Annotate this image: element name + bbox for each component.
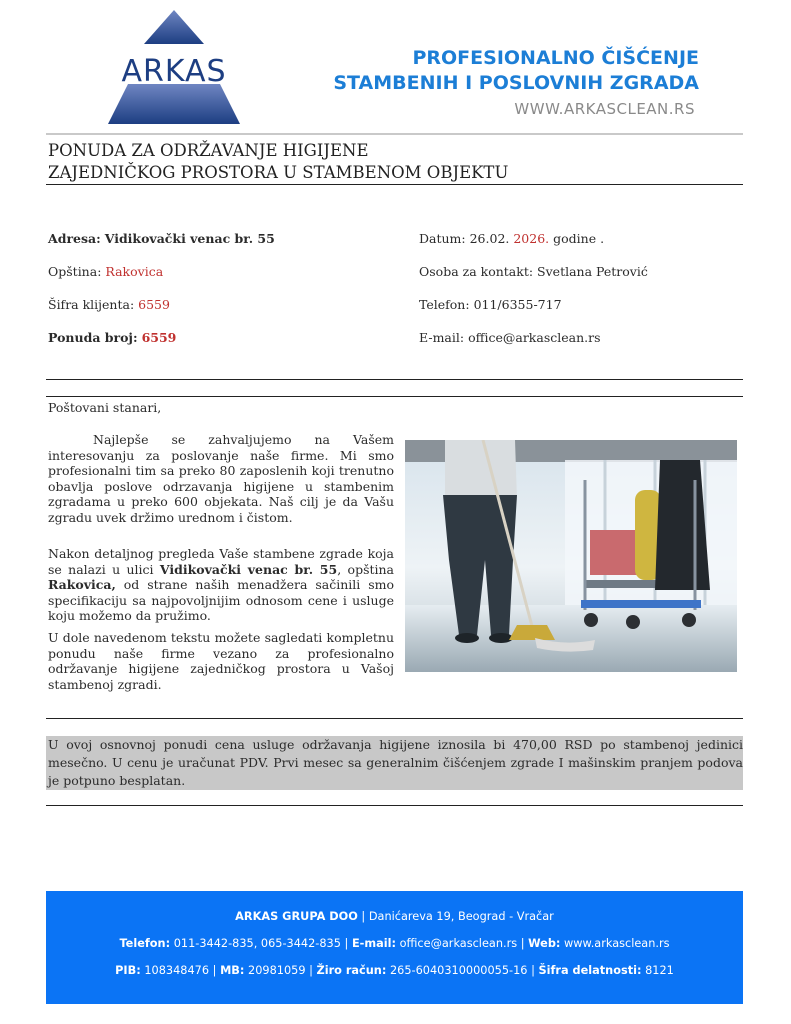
header-tagline	[333, 46, 699, 96]
date-year: 2026.	[513, 231, 550, 246]
greeting: Poštovani stanari,	[48, 400, 162, 415]
footer-web-value[interactable]: www.arkasclean.rs	[560, 937, 670, 950]
footer-web-label: Web:	[528, 937, 561, 950]
offer-divider	[46, 805, 743, 806]
client-code-label: Šifra klijenta:	[48, 297, 135, 312]
footer-activity-label: Šifra delatnosti:	[538, 964, 642, 977]
footer-account-value: 265-6040310000055-16 |	[386, 964, 539, 977]
intro-paragraph: Najlepše se zahvaljujemo na Vašem interesovanju za poslovanje naše firme. Mi smo profesionalni tim sa preko 80 zaposlenih koji trenutno obavlja poslove odrzavanja higijene u stambenim zgradama u preko 600 objekata. Naš cilj je da Vašu zgradu uvek držimo urednom i čistom.	[48, 432, 394, 525]
footer-address: | Danićareva 19, Beograd - Vračar	[357, 910, 554, 923]
contact-label: Osoba za kontakt:	[419, 264, 534, 279]
footer-contact-line	[46, 937, 743, 950]
offer-summary: U ovoj osnovnoj ponudi cena usluge održavanja higijene iznosila bi 470,00 RSD po stambenoj jedinici mesečno. U cenu je uračunat PDV. Prvi mesec sa generalnim čišćenjem zgrade I mašinskim pranjem podova je potpuno besplatan.	[48, 737, 743, 788]
janitor-mopping-image	[405, 440, 737, 672]
info-divider-top	[46, 379, 743, 380]
address-label: Adresa:	[48, 231, 101, 246]
inspection-text-start: Nakon detaljnog pregleda Vaše stambene zgrade koja se nalazi u ulici	[48, 546, 394, 577]
email-label: E-mail:	[419, 330, 465, 345]
offer-number-label: Ponuda broj:	[48, 330, 138, 345]
municipality-field	[48, 264, 163, 279]
municipality-value: Rakovica	[105, 264, 164, 279]
tagline-line-1: PROFESIONALNO ČIŠĆENJE	[412, 47, 699, 69]
document-title-line-2: ZAJEDNIČKOG PROSTORA U STAMBENOM OBJEKTU	[48, 163, 509, 182]
email-value[interactable]: office@arkasclean.rs	[468, 330, 601, 345]
date-suffix: godine .	[553, 231, 605, 246]
phone-label: Telefon:	[419, 297, 470, 312]
footer-company-name: ARKAS GRUPA DOO	[235, 910, 358, 923]
date-field	[419, 231, 604, 246]
company-logo	[108, 10, 240, 128]
footer-mb-value: 20981059 |	[244, 964, 317, 977]
footer-email-value[interactable]: office@arkasclean.rs |	[396, 937, 529, 950]
footer-pib-label: PIB:	[115, 964, 141, 977]
footer-company-line	[46, 910, 743, 923]
closing-paragraph: U dole navedenom tekstu možete sagledati kompletnu ponudu naše firme vezano za profesionalno održavanje higijene zajedničkog prostora u Vašoj stambenoj zgradi.	[48, 630, 394, 692]
footer-phone-label: Telefon:	[119, 937, 171, 950]
phone-field	[419, 297, 562, 312]
offer-number-field	[48, 330, 176, 345]
header-divider	[46, 133, 743, 135]
address-field	[48, 231, 275, 246]
offer-number-value: 6559	[141, 330, 177, 345]
footer-pib-value: 108348476 |	[140, 964, 221, 977]
date-day-month: 26.02.	[469, 231, 510, 246]
footer-mb-label: MB:	[220, 964, 245, 977]
letter-divider	[46, 718, 743, 719]
footer-activity-value: 8121	[641, 964, 674, 977]
document-title-line-1: PONUDA ZA ODRŽAVANJE HIGIJENE	[48, 141, 369, 160]
footer-registration-line	[46, 964, 743, 977]
info-divider-bottom	[46, 396, 743, 397]
client-code-value: 6559	[138, 297, 170, 312]
contact-value: Svetlana Petrović	[537, 264, 648, 279]
contact-field	[419, 264, 648, 279]
footer-phone-value[interactable]: 011-3442-835, 065-3442-835 |	[170, 937, 352, 950]
inspection-text-mid: , opština	[337, 561, 395, 577]
tagline-line-2: STAMBENIH I POSLOVNIH ZGRADA	[333, 72, 699, 94]
inspection-text-end: od strane naših menadžera sačinili smo specifikaciju sa najpovoljnijim odnosom cene i usluge koju možemo da pružimo.	[48, 577, 394, 623]
footer-account-label: Žiro račun:	[316, 964, 387, 977]
phone-value[interactable]: 011/6355-717	[473, 297, 562, 312]
footer	[46, 891, 743, 1004]
document-title	[48, 140, 508, 184]
title-divider	[46, 184, 743, 185]
inspection-municipality: Rakovica,	[48, 577, 116, 592]
cleaning-photo	[405, 440, 737, 672]
inspection-street: Vidikovački venac br. 55	[159, 561, 338, 577]
footer-email-label: E-mail:	[351, 937, 396, 950]
date-label: Datum:	[419, 231, 466, 246]
header-website[interactable]: WWW.ARKASCLEAN.RS	[514, 100, 695, 118]
address-value: Vidikovački venac br. 55	[104, 231, 275, 246]
municipality-label: Opština:	[48, 264, 102, 279]
email-field	[419, 330, 601, 345]
logo-wordmark: ARKAS	[121, 54, 227, 89]
client-code-field	[48, 297, 170, 312]
inspection-paragraph	[48, 546, 394, 624]
